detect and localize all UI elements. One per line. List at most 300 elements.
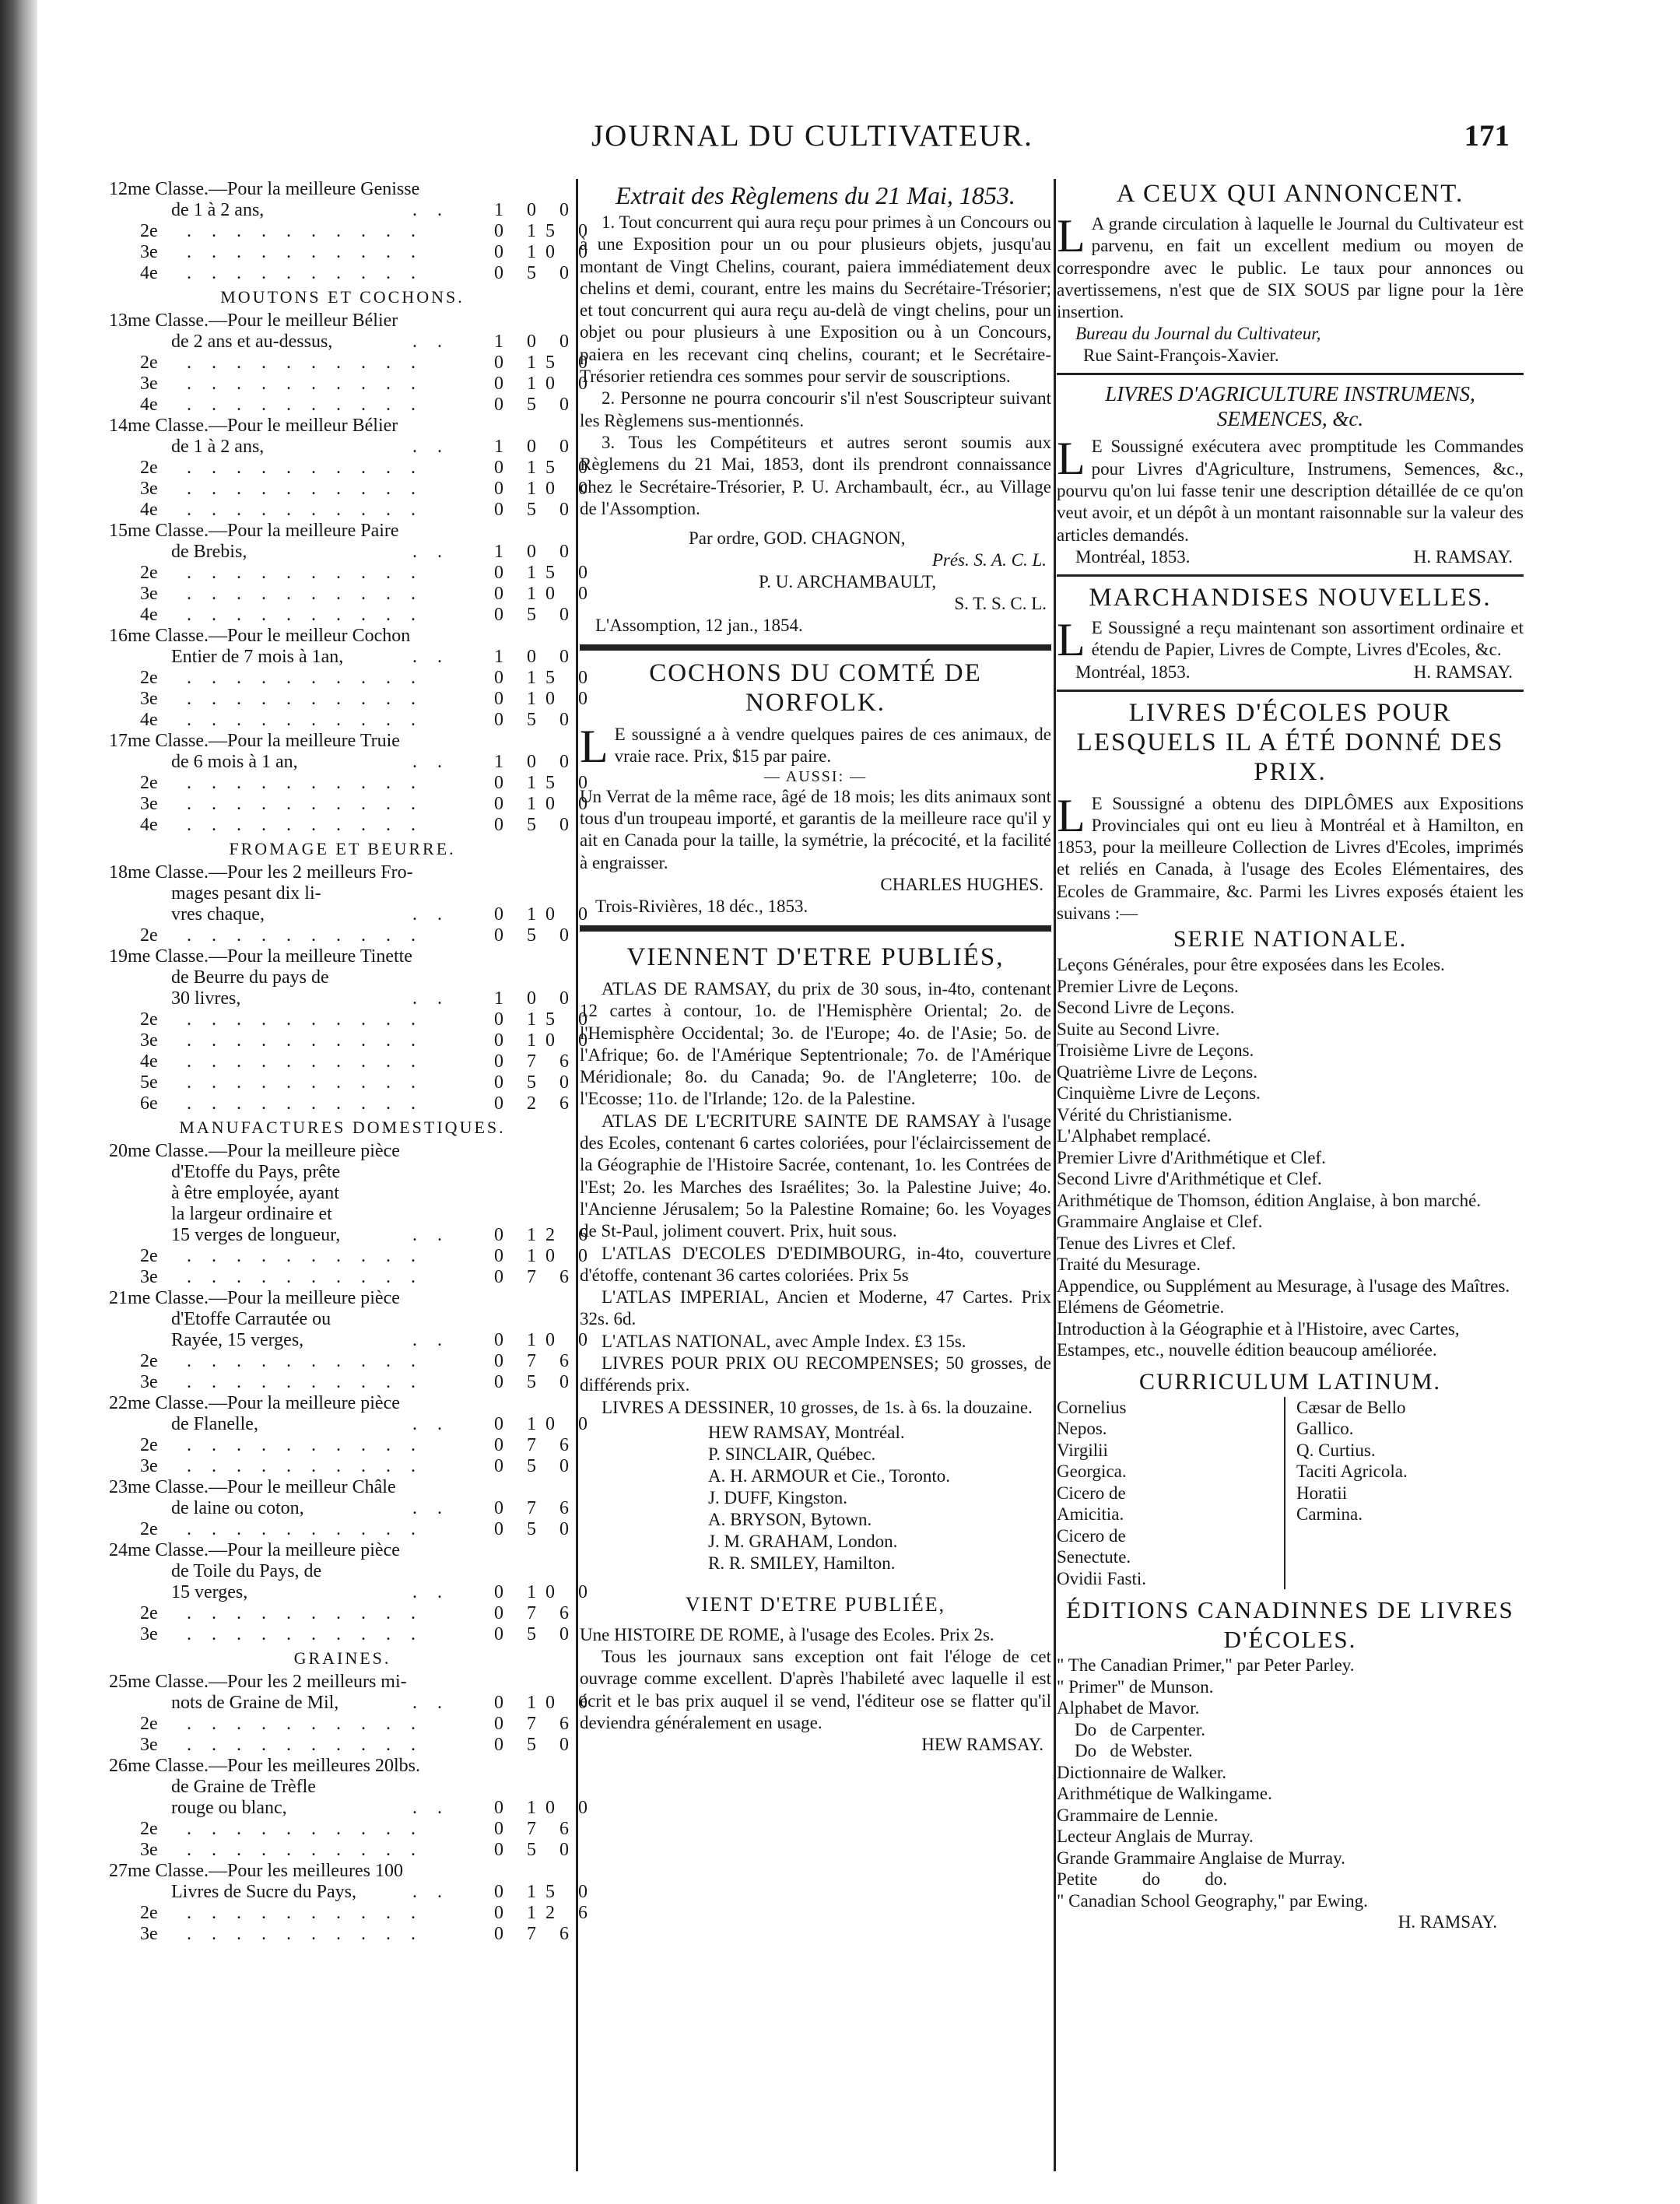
prize-row — [109, 353, 597, 374]
prize-label: de laine ou coton, — [171, 1498, 304, 1518]
leader-dots: .......... — [187, 605, 436, 625]
latin-right-column — [1285, 1397, 1524, 1590]
prize-label: 21me Classe.—Pour la meilleure pièce — [109, 1288, 400, 1308]
prize-label: 13me Classe.—Pour le meilleur Bélier — [109, 311, 398, 331]
leader-dots: .......... — [187, 1009, 436, 1030]
leader-dots: .......... — [187, 1903, 436, 1923]
prize-label: Rayée, 15 verges, — [171, 1330, 304, 1350]
serie-item: Vérité du Christianisme. — [1057, 1104, 1233, 1125]
prize-label: 2e — [140, 1903, 158, 1923]
prize-class-row — [109, 1756, 576, 1777]
prize-amount: 0 5 0 — [494, 1735, 578, 1755]
prize-amount: 1 0 0 — [494, 200, 578, 220]
publies-paragraph: LIVRES A DESSINER, 10 grosses, de 1s. à 6s. la douzaine. — [602, 1397, 1033, 1417]
prize-amount: 0 10 0 — [494, 374, 597, 394]
norfolk-paragraph: Un Verrat de la même race, âgé de 18 mois; les dits animaux sont tous d'un troupeau importé, et garantis de la meilleure race qu'il y ait en Canada pour la taille, la symétrie, la précocité, et la facilité à engraisser. — [580, 786, 1051, 872]
prize-row — [109, 1882, 597, 1903]
page-number: 171 — [1464, 119, 1510, 153]
prize-amount: 0 10 0 — [494, 1030, 597, 1051]
prize-label: 2e — [140, 353, 158, 373]
prize-section-heading: GRAINES. — [293, 1648, 391, 1668]
rome-paragraph: Tous les journaux sans exception ont fait l'éloge de cet ouvrage comme excellent. D'après l'habileté avec laquelle il est écrit et le bas prix auquel il se vend, l'éditeur ose se flatter qu'il deviendra généralement en usage. — [580, 1647, 1051, 1733]
prize-label: 16me Classe.—Pour le meilleur Cochon — [109, 626, 411, 646]
prize-row — [109, 395, 576, 416]
prize-label: de Graine de Trèfle — [171, 1777, 316, 1797]
prize-amount: 0 10 0 — [494, 904, 597, 925]
canadiennes-item: Dictionnaire de Walker. — [1057, 1762, 1227, 1782]
prize-amount: 0 10 0 — [494, 1414, 597, 1434]
publies-paragraph: ATLAS DE L'ECRITURE SAINTE DE RAMSAY à l'usage des Ecoles, contenant 6 cartes coloriées, pour l'éclaircissement de la Géographie de l'Histoire Sacrée, contenant, 1o. les Contrées de l'Est; 2o. les Marches des Israélites; 3o. la Palestine Juive; 4o. l'Ancienne Jérusalem; 5o la Palestine Romaine; 6o. les Voyages de St-Paul, joliment couvert. Prix, huit sous. — [580, 1111, 1051, 1241]
leader-dots: .......... — [187, 1093, 436, 1114]
prize-row — [109, 1351, 576, 1372]
prize-label: 4e — [140, 263, 158, 283]
leader-dots: .......... — [187, 1267, 436, 1287]
latin-list — [1057, 1397, 1524, 1590]
prize-row — [109, 752, 576, 773]
prize-row — [109, 1582, 597, 1603]
prize-amount: 0 10 0 — [494, 1246, 597, 1266]
prize-amount: 0 5 0 — [494, 605, 578, 625]
prize-label: 25me Classe.—Pour les 2 meilleurs mi- — [109, 1672, 407, 1692]
leader-dots: .......... — [187, 689, 436, 709]
norfolk-title: COCHONS DU COMTÉ DE NORFOLK. — [649, 659, 982, 718]
prize-label: 2e — [140, 1435, 158, 1455]
prize-amount: 0 10 0 — [494, 794, 597, 814]
leader-dots: .......... — [187, 668, 436, 688]
agent-name: J. DUFF, Kingston. — [708, 1487, 848, 1507]
prize-amount: 0 10 0 — [494, 689, 597, 709]
prize-label: mages pesant dix li- — [171, 883, 321, 904]
leader-dots: .. — [412, 1882, 462, 1902]
canadiennes-item: Do de Carpenter. — [1057, 1719, 1205, 1739]
prize-label: 2e — [140, 1714, 158, 1734]
canadiennes-item: Grande Grammaire Anglaise de Murray. — [1057, 1848, 1345, 1868]
prize-row — [109, 500, 576, 521]
prize-amount: 0 7 6 — [494, 1714, 578, 1734]
prize-row — [109, 1414, 597, 1435]
canadiennes-item: Arithmétique de Walkingame. — [1057, 1784, 1272, 1804]
norfolk-date: Trois-Rivières, 18 déc., 1853. — [595, 896, 808, 916]
prize-label: 2e — [140, 458, 158, 478]
leader-dots: .. — [412, 1414, 462, 1434]
prize-label: 4e — [140, 710, 158, 730]
serie-item: Second Livre de Leçons. — [1057, 998, 1235, 1018]
prize-label: de 2 ans et au-dessus, — [171, 332, 333, 352]
right-column — [1057, 179, 1524, 1933]
prize-amount: 1 0 0 — [494, 542, 578, 562]
prize-amount: 0 7 6 — [494, 1351, 578, 1371]
prize-amount: 0 5 0 — [494, 1840, 578, 1860]
prize-label: vres chaque, — [171, 904, 265, 925]
latin-item: Taciti Agricola. — [1296, 1462, 1408, 1482]
marchandises-signature — [1057, 662, 1524, 683]
prize-amount: 1 0 0 — [494, 988, 578, 1009]
leader-dots: .. — [412, 904, 462, 925]
prize-row — [109, 542, 576, 563]
prize-class-row — [109, 521, 576, 542]
prize-amount: 0 5 0 — [494, 815, 578, 835]
prize-label: de Toile du Pays, de — [171, 1561, 322, 1581]
prize-label: 4e — [140, 500, 158, 520]
prize-amount: 0 12 6 — [494, 1225, 597, 1245]
prize-row — [109, 925, 576, 946]
prize-row — [109, 689, 597, 710]
leader-dots: .......... — [187, 395, 436, 415]
publies-title: VIENNENT D'ETRE PUBLIÉS, — [626, 942, 1005, 971]
canadiennes-item: Lecteur Anglais de Murray. — [1057, 1827, 1254, 1847]
prize-row — [109, 242, 597, 263]
norfolk-paragraph: L E soussigné a à vendre quelques paires de ces animaux, de vraie race. Prix, $15 par paire. — [580, 721, 1051, 773]
leader-dots: .. — [412, 1582, 462, 1602]
column-rule — [1054, 179, 1056, 2171]
prize-section-heading: MANUFACTURES DOMESTIQUES. — [179, 1118, 506, 1137]
prize-row — [109, 815, 576, 836]
prize-label: 22me Classe.—Pour la meilleure pièce — [109, 1393, 400, 1413]
prize-label: 12me Classe.—Pour la meilleure Genisse — [109, 179, 420, 199]
prize-row — [109, 1330, 597, 1351]
serie-title: SERIE NATIONALE. — [1173, 926, 1408, 953]
leader-dots: .. — [412, 1330, 462, 1350]
prize-class-row — [109, 946, 576, 967]
signature-date: L'Assomption, 12 jan., 1854. — [595, 616, 803, 636]
prize-amount: 0 10 0 — [494, 242, 597, 262]
latin-left-column — [1057, 1397, 1285, 1590]
publies-paragraph: LIVRES POUR PRIX OU RECOMPENSES; 50 grosses, de différends prix. — [580, 1353, 1051, 1395]
prize-row — [109, 1819, 576, 1840]
prize-label: 3e — [140, 374, 158, 394]
prize-row — [109, 647, 576, 668]
ecoles-title: LIVRES D'ÉCOLES POUR LESQUELS IL A ÉTÉ DONNÉ DES PRIX. — [1076, 698, 1504, 786]
latin-item: Ovidii Fasti. — [1057, 1568, 1147, 1588]
canadiennes-item: " Primer" de Munson. — [1057, 1676, 1214, 1697]
prize-class-row — [109, 1861, 576, 1882]
prize-amount: 1 0 0 — [494, 332, 578, 352]
prize-label: 2e — [140, 1351, 158, 1371]
prize-row — [109, 1204, 576, 1225]
prize-label: 3e — [140, 1624, 158, 1644]
agent-name: P. SINCLAIR, Québec. — [708, 1444, 876, 1464]
prize-row — [109, 605, 576, 626]
prize-label: 17me Classe.—Pour la meilleure Truie — [109, 731, 400, 751]
leader-dots: .......... — [187, 1351, 436, 1371]
prize-class-row — [109, 416, 576, 437]
marchandises-title: MARCHANDISES NOUVELLES. — [1089, 583, 1492, 612]
leader-dots: .......... — [187, 1072, 436, 1093]
serie-item: Premier Livre de Leçons. — [1057, 976, 1239, 996]
prize-row — [109, 1735, 576, 1756]
prize-label: 20me Classe.—Pour la meilleure pièce — [109, 1141, 400, 1161]
prize-label: 30 livres, — [171, 988, 241, 1009]
canadiennes-item: Alphabet de Mavor. — [1057, 1698, 1200, 1718]
prize-class-row — [109, 862, 576, 883]
signature-name: H. RAMSAY. — [1413, 662, 1513, 682]
divider — [1057, 574, 1524, 577]
leader-dots: .......... — [187, 263, 436, 283]
prize-label: 24me Classe.—Pour la meilleure pièce — [109, 1540, 400, 1560]
prize-amount: 0 15 0 — [494, 1882, 597, 1902]
prize-label: 2e — [140, 925, 158, 946]
leader-dots: .. — [412, 1693, 462, 1713]
canadiennes-list — [1057, 1655, 1524, 1911]
agent-name: A. H. ARMOUR et Cie., Toronto. — [708, 1465, 951, 1486]
prize-row — [109, 1777, 576, 1798]
norfolk-signature: CHARLES HUGHES. — [880, 874, 1043, 894]
prize-row — [109, 1162, 576, 1183]
serie-item: Elémens de Géometrie. — [1057, 1297, 1225, 1318]
prize-row — [109, 1693, 597, 1714]
prize-section-heading: MOUTONS ET COCHONS. — [220, 287, 465, 307]
leader-dots: .......... — [187, 794, 436, 814]
prize-label: de 6 mois à 1 an, — [171, 752, 298, 772]
prize-label: 3e — [140, 1456, 158, 1476]
prize-amount: 1 0 0 — [494, 437, 578, 457]
latin-item: Cæsar de Bello Gallico. — [1296, 1397, 1411, 1439]
prize-label: d'Etoffe Carrautée ou — [171, 1309, 331, 1329]
prize-row — [109, 1624, 576, 1645]
serie-item: Appendice, ou Supplément au Mesurage, à l'usage des Maîtres. — [1057, 1276, 1510, 1296]
prize-label: de 1 à 2 ans, — [171, 200, 265, 220]
dropcap: L — [1057, 613, 1086, 665]
prize-label: de Brebis, — [171, 542, 247, 562]
prize-amount: 0 10 0 — [494, 1798, 597, 1818]
prize-label: 4e — [140, 605, 158, 625]
prize-class-row — [109, 1477, 576, 1498]
prize-amount: 0 7 6 — [494, 1267, 578, 1287]
prize-row — [109, 584, 597, 605]
signature-line: Par ordre, GOD. CHAGNON, — [689, 528, 906, 549]
leader-dots: .......... — [187, 1435, 436, 1455]
leader-dots: .......... — [187, 1456, 436, 1476]
prize-amount: 0 5 0 — [494, 925, 578, 946]
rome-title: VIENT D'ETRE PUBLIÉE, — [685, 1592, 946, 1616]
prize-label: 2e — [140, 563, 158, 583]
prize-class-row — [109, 179, 576, 200]
prize-label: 15 verges de longueur, — [171, 1225, 341, 1245]
prize-row — [109, 200, 576, 221]
serie-item: Suite au Second Livre. — [1057, 1019, 1220, 1039]
dropcap: L — [1057, 210, 1086, 261]
prize-amount: 0 7 6 — [494, 1924, 578, 1944]
serie-item: Arithmétique de Thomson, édition Anglaise, à bon marché. — [1057, 1190, 1482, 1210]
prize-row — [109, 263, 576, 284]
signature-place: Montréal, 1853. — [1075, 546, 1191, 567]
prize-row — [109, 668, 597, 689]
leader-dots: .......... — [187, 710, 436, 730]
serie-item: Leçons Générales, pour être exposées dans les Ecoles. — [1057, 955, 1445, 975]
agent-name: J. M. GRAHAM, London. — [708, 1531, 898, 1551]
prize-class-row — [109, 311, 576, 332]
agriculture-title: LIVRES D'AGRICULTURE INSTRUMENS, SEMENCES, &c. — [1105, 382, 1475, 431]
prize-amount: 0 7 6 — [494, 1435, 578, 1455]
agents-list — [580, 1422, 1051, 1574]
prize-row — [109, 1714, 576, 1735]
prize-amount: 0 5 0 — [494, 500, 578, 520]
reglemens-paragraph: 2. Personne ne pourra concourir s'il n'est Souscripteur suivant les Règlemens sus-mentionnés. — [580, 388, 1051, 430]
publies-paragraph: L'ATLAS IMPERIAL, Ancien et Moderne, 47 Cartes. Prix 32s. 6d. — [580, 1287, 1051, 1329]
prize-class-row — [109, 1288, 576, 1309]
prize-row — [109, 904, 597, 925]
prize-label: 3e — [140, 1267, 158, 1287]
divider — [1057, 373, 1524, 375]
latin-item: Q. Curtius. — [1296, 1440, 1376, 1460]
prize-amount: 0 7 6 — [494, 1819, 578, 1839]
canadiennes-item: Petite do do. — [1057, 1869, 1228, 1890]
prize-row — [109, 1435, 576, 1456]
prize-row — [109, 1798, 597, 1819]
serie-item: Grammaire Anglaise et Clef. — [1057, 1212, 1263, 1232]
prize-row — [109, 967, 576, 988]
prize-row — [109, 1561, 576, 1582]
ecoles-paragraph: L E Soussigné a obtenu des DIPLÔMES aux Expositions Provinciales qui ont eu lieu à Montréal et à Hamilton, en 1853, pour la meilleure Collection de Livres d'Ecoles, imprimés et reliés en Canada, à l'usage des Ecoles Elémentaires, des Ecoles de Grammaire, &c. Parmi les Livres exposés étaient les suivans :— — [1057, 789, 1524, 924]
canadiennes-signature: H. RAMSAY. — [1398, 1912, 1497, 1932]
prize-class-row — [109, 1393, 576, 1414]
leader-dots: .......... — [187, 1603, 436, 1623]
prize-row — [109, 883, 576, 904]
leader-dots: .......... — [187, 1840, 436, 1860]
prize-label: rouge ou blanc, — [171, 1798, 287, 1818]
leader-dots: .......... — [187, 221, 436, 241]
leader-dots: .......... — [187, 1924, 436, 1944]
latin-item: Cornelius Nepos. — [1057, 1397, 1131, 1439]
canadiennes-item: " The Canadian Primer," par Peter Parley. — [1057, 1655, 1355, 1676]
reglemens-paragraph: 3. Tous les Compétiteurs et autres seront soumis aux Règlemens du 21 Mai, 1853, dont ils prendront connaissance chez le Secrétaire-Trésorier, P. U. Archambault, écr., au Village de l'Assomption. — [580, 432, 1051, 518]
leader-dots: .......... — [187, 500, 436, 520]
prize-class-row — [109, 1141, 576, 1162]
prize-label: la largeur ordinaire et — [171, 1204, 332, 1224]
serie-list — [1057, 954, 1524, 1361]
latin-item: Cicero de Amicitia. — [1057, 1483, 1130, 1525]
prize-amount: 0 15 0 — [494, 773, 597, 793]
rome-paragraph: Une HISTOIRE DE ROME, à l'usage des Ecoles. Prix 2s. — [580, 1624, 994, 1644]
prize-label: 3e — [140, 1840, 158, 1860]
annoncent-paragraph: L A grande circulation à laquelle le Journal du Cultivateur est parvenu, en fait un excellent medium ou moyen de correspondre avec le public. Le taux pour annonces ou avertissemens, n'est que de SIX SOUS par ligne pour la 1ère insertion. — [1057, 210, 1524, 322]
latin-item: Cicero de Senectute. — [1057, 1525, 1131, 1567]
divider — [1057, 690, 1524, 692]
serie-item: Premier Livre d'Arithmétique et Clef. — [1057, 1147, 1326, 1167]
prize-amount: 1 0 0 — [494, 647, 578, 667]
leader-dots: .. — [412, 752, 462, 772]
prize-label: 3e — [140, 1924, 158, 1944]
prize-label: 3e — [140, 1030, 158, 1051]
prize-label: 3e — [140, 689, 158, 709]
leader-dots: .. — [412, 332, 462, 352]
leader-dots: .. — [412, 1225, 462, 1245]
prize-label: 15 verges, — [171, 1582, 248, 1602]
leader-dots: .. — [412, 1798, 462, 1818]
serie-item: Troisième Livre de Leçons. — [1057, 1041, 1254, 1061]
latin-item: Virgilii Georgica. — [1057, 1440, 1127, 1482]
prize-label: 15me Classe.—Pour la meilleure Paire — [109, 521, 399, 541]
leader-dots: .......... — [187, 1519, 436, 1539]
signature-place: Montréal, 1853. — [1075, 662, 1191, 682]
prize-label: 19me Classe.—Pour la meilleure Tinette — [109, 946, 412, 967]
prize-list-column — [109, 179, 597, 1945]
leader-dots: .......... — [187, 1624, 436, 1644]
prize-label: 18me Classe.—Pour les 2 meilleurs Fro- — [109, 862, 413, 883]
prize-amount: 0 7 6 — [494, 1051, 578, 1072]
prize-class-row — [109, 626, 576, 647]
serie-item: Traité du Mesurage. — [1057, 1255, 1201, 1275]
prize-label: 26me Classe.—Pour les meilleures 20lbs. — [109, 1756, 420, 1776]
dropcap: L — [580, 721, 609, 773]
prize-amount: 0 10 0 — [494, 1330, 597, 1350]
prize-row — [109, 1030, 597, 1051]
prize-amount: 0 5 0 — [494, 710, 578, 730]
prize-amount: 0 10 0 — [494, 1582, 597, 1602]
prize-section-heading: FROMAGE ET BEURRE. — [229, 839, 456, 858]
prize-amount: 0 10 0 — [494, 479, 597, 499]
leader-dots: .......... — [187, 1246, 436, 1266]
prize-label: 2e — [140, 1519, 158, 1539]
prize-row — [109, 1246, 597, 1267]
prize-label: 2e — [140, 773, 158, 793]
prize-label: 2e — [140, 1819, 158, 1839]
leader-dots: .......... — [187, 458, 436, 478]
prize-row — [109, 1603, 576, 1624]
prize-amount: 0 2 6 — [494, 1093, 578, 1114]
prize-label: 27me Classe.—Pour les meilleures 100 — [109, 1861, 403, 1881]
prize-label: d'Etoffe du Pays, prête — [171, 1162, 341, 1182]
leader-dots: .. — [412, 542, 462, 562]
canadiennes-item: Grammaire de Lennie. — [1057, 1805, 1219, 1825]
publies-paragraph: L'ATLAS NATIONAL, avec Ample Index. £3 15s. — [602, 1331, 966, 1351]
prize-row — [109, 1840, 576, 1861]
prize-row — [109, 773, 597, 794]
prize-label: 5e — [140, 1072, 158, 1093]
leader-dots: .. — [412, 647, 462, 667]
prize-row — [109, 1009, 597, 1030]
prize-row — [109, 1372, 576, 1393]
prize-amount: 0 7 6 — [494, 1603, 578, 1623]
divider — [580, 925, 1051, 932]
journal-title: JOURNAL DU CULTIVATEUR. — [591, 119, 1033, 153]
prize-label: de Flanelle, — [171, 1414, 258, 1434]
scan-binding-edge — [0, 0, 37, 2204]
prize-row — [109, 1924, 576, 1945]
prize-amount: 0 5 0 — [494, 263, 578, 283]
prize-row — [109, 479, 597, 500]
agriculture-paragraph: L E Soussigné exécutera avec promptitude les Commandes pour Livres d'Agriculture, Instrumens, Semences, &c., pourvu qu'on lui fasse tenir une description détaillée de ce qu'on veut avoir, et un dépôt à un montant raisonnable sur la valeur des articles demandés. — [1057, 433, 1524, 545]
prize-label: de Beurre du pays de — [171, 967, 329, 988]
prize-label: 2e — [140, 221, 158, 241]
prize-amount: 0 5 0 — [494, 1519, 578, 1539]
prize-amount: 0 5 0 — [494, 395, 578, 415]
leader-dots: .......... — [187, 584, 436, 604]
prize-amount: 0 15 0 — [494, 1009, 597, 1030]
norfolk-aussi: — AUSSI: — — [763, 767, 868, 785]
latin-title: CURRICULUM LATINUM. — [1138, 1368, 1441, 1395]
prize-label: Entier de 7 mois à 1an, — [171, 647, 344, 667]
prize-amount: 0 15 0 — [494, 221, 597, 241]
prize-label: 3e — [140, 479, 158, 499]
prize-amount: 0 5 0 — [494, 1456, 578, 1476]
leader-dots: .......... — [187, 242, 436, 262]
prize-amount: 0 15 0 — [494, 668, 597, 688]
prize-amount: 0 12 6 — [494, 1903, 597, 1923]
running-head — [109, 118, 1510, 165]
prize-label: 2e — [140, 1009, 158, 1030]
reglemens-title: Extrait des Règlemens du 21 Mai, 1853. — [616, 181, 1015, 209]
prize-amount: 0 10 0 — [494, 1693, 597, 1713]
prize-label: nots de Graine de Mil, — [171, 1693, 339, 1713]
prize-label: 3e — [140, 794, 158, 814]
prize-row — [109, 1309, 576, 1330]
prize-label: 23me Classe.—Pour le meilleur Châle — [109, 1477, 396, 1497]
prize-class-row — [109, 1672, 576, 1693]
leader-dots: .......... — [187, 374, 436, 394]
prize-label: 3e — [140, 584, 158, 604]
prize-amount: 0 7 6 — [494, 1498, 578, 1518]
